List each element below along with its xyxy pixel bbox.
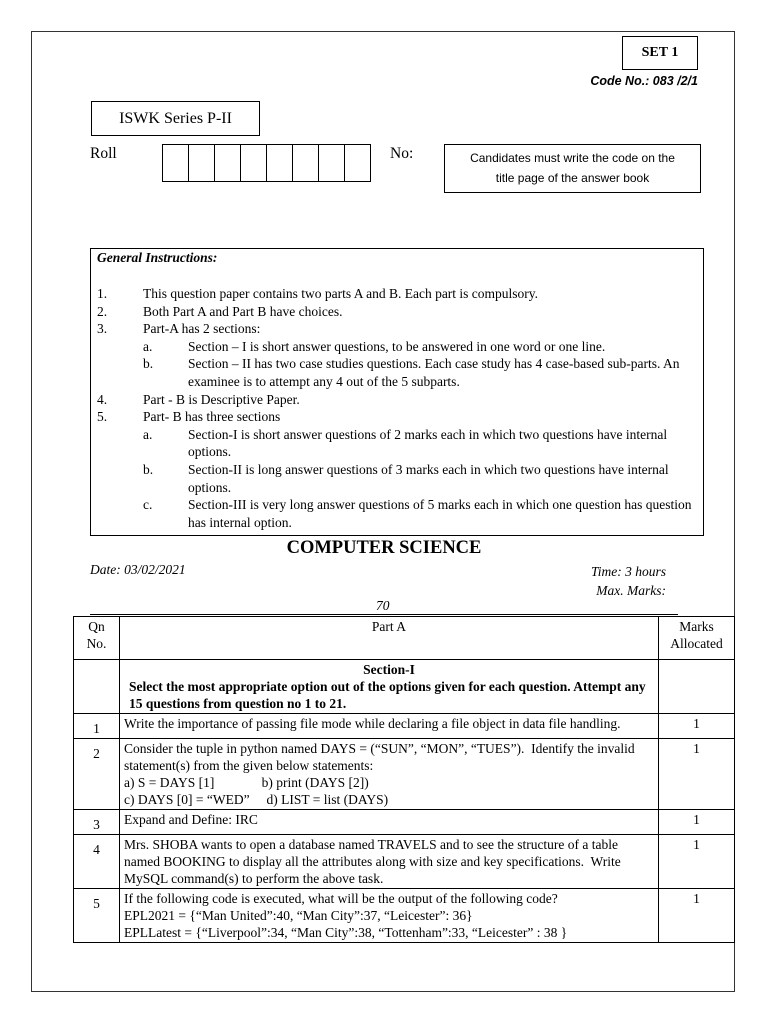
question-line: c) DAYS [0] = “WED” d) LIST = list (DAYS) [124, 792, 389, 807]
instruction-item: b. Section – II has two case studies questions. Each case study has 4 case-based sub-parts. An examinee is to attempt any 4 out of the 5 subparts. [143, 356, 680, 389]
instruction-item: b. Section-II is long answer questions of 3 marks each in which two questions have internal options. [143, 461, 669, 495]
question-number: 3 [74, 810, 120, 835]
question-row [74, 835, 735, 889]
instruction-item: 1. This question paper contains two parts A and B. Each part is compulsory. [97, 286, 539, 301]
instruction-item: 4. Part - B is Descriptive Paper. [97, 391, 300, 407]
question-marks: 1 [659, 835, 735, 889]
subject-title: COMPUTER SCIENCE [286, 538, 482, 558]
series-label: ISWK Series P-II [91, 101, 260, 136]
question-line: Mrs. SHOBA wants to open a database named TRAVELS and to see the structure of a table named BOOKING to display all the attributes along with size and key specifications. Write MySQL command(s) to perform the above task. [124, 837, 625, 886]
section-title: Section-I [363, 662, 415, 677]
instruction-item: 3. Part-A has 2 sections: [97, 321, 261, 337]
roll-cell [188, 144, 215, 182]
instruction-item: a. Section – I is short answer questions, to be answered in one word or one line. [143, 338, 606, 354]
question-text [120, 714, 659, 739]
header-part: Part A [120, 617, 659, 660]
section-row [74, 660, 735, 714]
roll-cell [214, 144, 241, 182]
roll-cell [344, 144, 371, 182]
divider [90, 614, 678, 615]
roll-label: Roll [90, 145, 117, 162]
section-description: Select the most appropriate option out of the options given for each question. Attempt any 15 questions from question no 1 to 21. [129, 679, 646, 711]
question-row [74, 739, 735, 810]
instruction-item: 5. Part- B has three sections [97, 409, 281, 425]
table-header-row [74, 617, 735, 660]
instructions-title: General Instructions: [97, 250, 218, 265]
candidate-note-line2: title page of the answer book [495, 171, 650, 185]
question-marks: 1 [659, 889, 735, 943]
question-marks: 1 [659, 810, 735, 835]
question-line: Consider the tuple in python named DAYS = (“SUN”, “MON”, “TUES”). Identify the invalid statement(s) from the given below statements: [124, 741, 639, 773]
candidate-note-line1: Candidates must write the code on the [470, 151, 675, 165]
header-qn-no: Qn No. [74, 617, 120, 660]
question-line: a) S = DAYS [1] b) print (DAYS [2]) [124, 775, 369, 790]
code-number: Code No.: 083 /2/1 [590, 74, 698, 88]
question-number: 1 [74, 714, 120, 739]
max-marks-value: 70 [376, 598, 390, 613]
question-marks: 1 [659, 714, 735, 739]
instruction-item: c. Section-III is very long answer questions of 5 marks each in which one question has question has internal option. [143, 497, 692, 530]
question-line: Write the importance of passing file mode while declaring a file object in data file handling. [124, 716, 621, 731]
question-row [74, 810, 735, 835]
question-marks: 1 [659, 739, 735, 810]
question-text [120, 810, 659, 835]
roll-cell [240, 144, 267, 182]
set-label: SET 1 [622, 36, 698, 70]
question-line: EPL2021 = {“Man United”:40, “Man City”:37, “Leicester”: 36} [124, 908, 473, 923]
no-label: No: [390, 145, 414, 162]
candidate-note [444, 144, 701, 193]
question-line: If the following code is executed, what will be the output of the following code? [124, 891, 558, 906]
roll-cell [318, 144, 345, 182]
roll-cell [162, 144, 189, 182]
question-line: Expand and Define: IRC [124, 812, 258, 827]
question-number: 5 [74, 889, 120, 943]
question-number: 2 [74, 739, 120, 810]
roll-number-boxes [162, 144, 371, 182]
instruction-item: 2. Both Part A and Part B have choices. [97, 303, 343, 319]
exam-time: Time: 3 hours [590, 564, 666, 579]
header-marks: Marks Allocated [659, 617, 735, 660]
question-row [74, 714, 735, 739]
max-marks-label: Max. Marks: [596, 583, 666, 598]
question-text [120, 889, 659, 943]
roll-cell [292, 144, 319, 182]
question-text [120, 739, 659, 810]
exam-date: Date: 03/02/2021 [90, 562, 186, 577]
roll-cell [266, 144, 293, 182]
instruction-item: a. Section-I is short answer questions of 2 marks each in which two questions have internal options. [143, 426, 668, 460]
question-table [73, 616, 735, 943]
question-number: 4 [74, 835, 120, 889]
instructions-list [97, 285, 697, 531]
exam-time-marks [591, 562, 666, 600]
question-line: EPLLatest = {“Liverpool”:34, “Man City”:38, “Tottenham”:33, “Leicester” : 38 } [124, 925, 568, 940]
question-text [120, 835, 659, 889]
question-row [74, 889, 735, 943]
